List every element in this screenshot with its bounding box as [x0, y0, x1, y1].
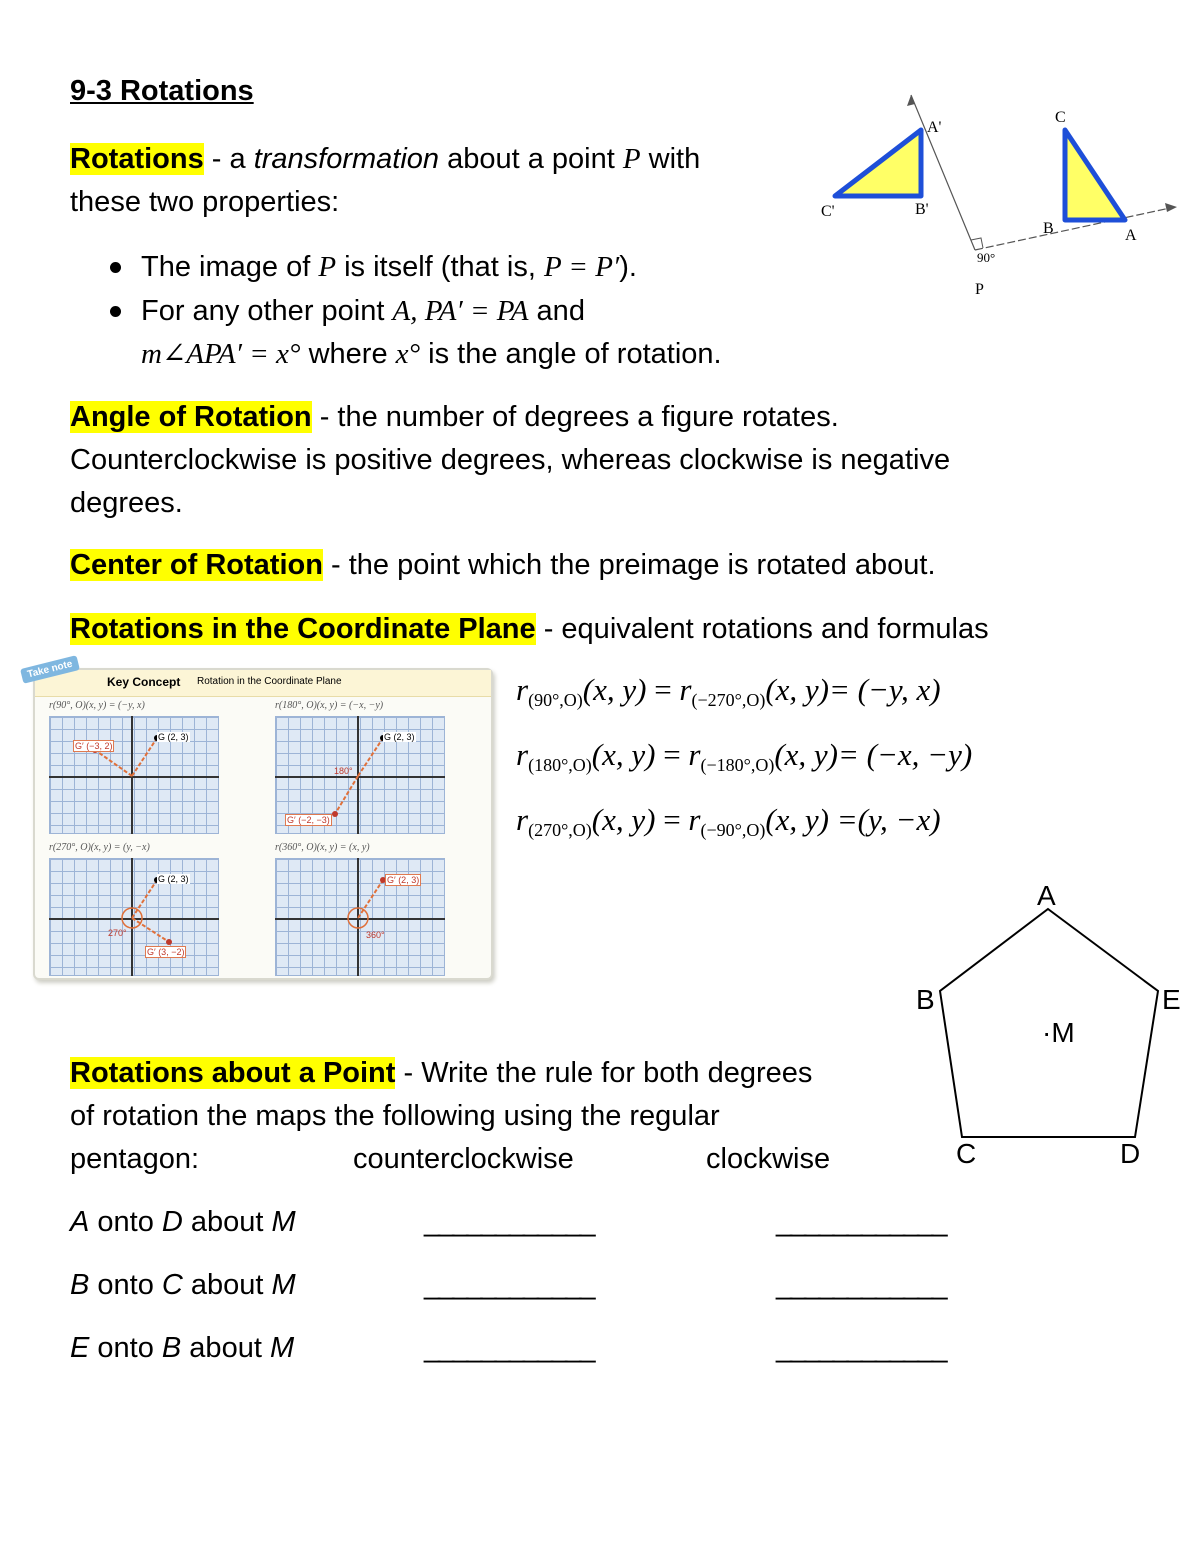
panel-rule: r(360°, O)(x, y) = (x, y): [275, 842, 370, 853]
panel-rule: r(270°, O)(x, y) = (y, −x): [49, 842, 150, 853]
rotation-arrows: [49, 716, 217, 832]
rotation-arrows: [49, 858, 217, 974]
center-term: Center of Rotation: [70, 549, 323, 581]
regular-pentagon-figure: [900, 875, 1190, 1175]
angle-marker: [971, 238, 983, 248]
panel-rule: r(90°, O)(x, y) = (−y, x): [49, 700, 145, 711]
vertex-b: B: [916, 984, 935, 1015]
image-triangle: [835, 130, 921, 196]
bullet-dot: [110, 306, 121, 317]
point-g-prime: G′ (3, −2): [147, 947, 185, 957]
label-a-prime: A': [927, 119, 942, 136]
angle-definition-line2: Counterclockwise is positive degrees, whereas clockwise is negative: [70, 444, 951, 476]
panel-rule: r(180°, O)(x, y) = (−x, −y): [275, 700, 384, 711]
key-concept-box: [26, 658, 493, 980]
page-title: 9-3 Rotations: [70, 75, 254, 107]
ray-arrowhead: [1165, 203, 1177, 212]
center-definition: Center of Rotation - the point which the preimage is rotated about.: [70, 549, 936, 581]
label-c: C: [1055, 109, 1066, 126]
bullet-dot: [110, 262, 121, 273]
exercise-1-counterclockwise-blank[interactable]: ____________: [424, 1206, 594, 1238]
angle-label: 360°: [366, 930, 385, 940]
point-definition-line1: Rotations about a Point - Write the rule for both degrees: [70, 1057, 813, 1089]
vertex-c: C: [956, 1138, 977, 1169]
angle-label: 270°: [108, 928, 127, 938]
property-bullet-2-cont: m∠APA′ = x° where x° is the angle of rotation.: [141, 338, 722, 370]
point-g: G (2, 3): [384, 732, 415, 742]
take-note-badge: Take note: [20, 655, 80, 684]
exercise-3-prompt: E onto B about M: [70, 1332, 295, 1364]
center-m: ·M: [1042, 1017, 1075, 1048]
property-bullet-1: The image of P is itself (that is, P = P′).: [141, 251, 637, 283]
property-bullet-2: For any other point A, PA′ = PA and: [141, 295, 585, 327]
rotations-definition-line2: these two properties:: [70, 186, 340, 218]
coordinate-term: Rotations in the Coordinate Plane: [70, 613, 536, 645]
label-angle: 90°: [977, 250, 996, 265]
rotation-triangle-figure: [815, 90, 1185, 305]
vertex-e: E: [1162, 984, 1181, 1015]
label-b-prime: B': [915, 201, 929, 218]
exercise-2-clockwise-blank[interactable]: ____________: [776, 1269, 946, 1301]
column-header-counterclockwise: counterclockwise: [353, 1143, 574, 1175]
angle-definition-line3: degrees.: [70, 487, 183, 519]
exercise-1-prompt: A onto D about M: [70, 1206, 296, 1238]
point-definition-line2: of rotation the maps the following using the regular: [70, 1100, 720, 1132]
formula-270: $r_{(270^\circ,O)}(x$, $y) = r_{(-90^\circ,O)}(x$, y) =(y, −x): [516, 802, 941, 840]
point-definition-line3: pentagon:: [70, 1143, 200, 1175]
exercise-2-prompt: B onto C about M: [70, 1269, 296, 1301]
column-header-clockwise: clockwise: [706, 1143, 831, 1175]
formula-90: $r_{(90^\circ,O)}(x$, $y) = r_{(-270^\circ,O)}(x$, y)= (−y, x): [516, 672, 941, 710]
angle-definition-line1: Angle of Rotation - the number of degrees a figure rotates.: [70, 401, 839, 433]
exercise-3-counterclockwise-blank[interactable]: ____________: [424, 1332, 594, 1364]
point-g-prime: G′ (2, 3): [387, 875, 420, 885]
exercise-3-clockwise-blank[interactable]: ____________: [776, 1332, 946, 1364]
key-concept-title: Key Concept: [107, 675, 181, 689]
point-term: Rotations about a Point: [70, 1057, 396, 1089]
point-g-prime: G′ (−3, 2): [75, 741, 113, 751]
rotations-term: Rotations: [70, 143, 204, 175]
point-g: G (2, 3): [158, 874, 189, 884]
preimage-triangle: [1065, 130, 1125, 220]
label-b: B: [1043, 220, 1054, 237]
rotations-definition-line1: Rotations - a transformation about a point P with: [70, 143, 701, 175]
exercise-2-counterclockwise-blank[interactable]: ____________: [424, 1269, 594, 1301]
vertex-d: D: [1120, 1138, 1141, 1169]
label-p: P: [975, 281, 984, 298]
coordinate-definition: Rotations in the Coordinate Plane - equivalent rotations and formulas: [70, 613, 989, 645]
vertex-a: A: [1037, 880, 1056, 911]
angle-label: 180°: [334, 766, 353, 776]
label-c-prime: C': [821, 203, 835, 220]
formula-180: $r_{(180^\circ,O)}(x$, $y) = r_{(-180^\circ,O)}(x$, y)= (−x, −y): [516, 737, 973, 775]
point-g-prime: G′ (−2, −3): [287, 815, 330, 825]
exercise-1-clockwise-blank[interactable]: ____________: [776, 1206, 946, 1238]
label-a: A: [1125, 227, 1137, 244]
point-g: G (2, 3): [158, 732, 189, 742]
key-concept-subtitle: Rotation in the Coordinate Plane: [197, 676, 342, 687]
angle-term: Angle of Rotation: [70, 401, 312, 433]
